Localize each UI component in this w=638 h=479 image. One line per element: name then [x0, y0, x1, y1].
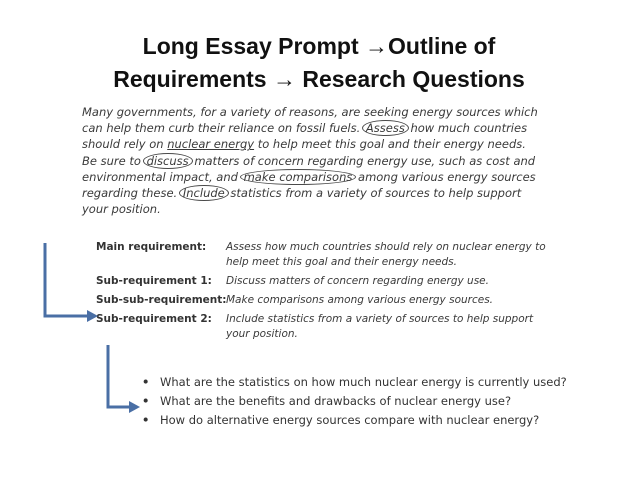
- prompt-text: statistics from a variety of sources to help support: [230, 186, 522, 201]
- circled-words-make-comparisons: make comparisons: [240, 169, 357, 185]
- bullet-icon: •: [142, 375, 150, 389]
- arrow-to-requirements: [45, 243, 88, 316]
- question-text: How do alternative energy sources compare with nuclear energy?: [160, 413, 540, 427]
- prompt-text: Be sure to: [82, 153, 141, 168]
- bullet-icon: •: [142, 394, 150, 408]
- prompt-text: can help them curb their reliance on fossil fuels.: [82, 121, 361, 136]
- prompt-text: among various energy sources: [358, 169, 536, 184]
- requirement-text: Include statistics from a variety of sources to help support your position.: [226, 313, 534, 340]
- question-text: What are the benefits and drawbacks of nuclear energy use?: [160, 394, 512, 408]
- requirement-label: Main requirement:: [96, 241, 207, 253]
- circled-word-include: Include: [179, 185, 229, 201]
- prompt-text: matters of concern regarding energy use, such as cost and: [194, 153, 536, 168]
- underlined-nuclear-energy: nuclear energy: [167, 137, 255, 152]
- requirement-label: Sub-sub-requirement:: [96, 294, 227, 306]
- requirement-label: Sub-requirement 1:: [96, 275, 212, 287]
- prompt-text: how much countries: [410, 121, 528, 136]
- prompt-text: regarding these.: [82, 186, 178, 201]
- arrow-head-icon: [87, 310, 98, 322]
- question-text: What are the statistics on how much nuclear energy is currently used?: [160, 375, 567, 389]
- requirement-label: Sub-requirement 2:: [96, 313, 212, 325]
- bullet-icon: •: [142, 413, 150, 427]
- requirement-text: Discuss matters of concern regarding energy use.: [226, 275, 489, 287]
- prompt-text: environmental impact, and: [82, 169, 238, 184]
- title-line-2: Requirements → Research Questions: [113, 66, 525, 92]
- prompt-line: Many governments, for a variety of reasons, are seeking energy sources which: [82, 105, 538, 119]
- title-line-1: Long Essay Prompt →Outline of: [142, 33, 496, 59]
- arrow-head-icon: [129, 401, 140, 413]
- arrow-to-questions: [108, 345, 130, 407]
- prompt-line: your position.: [82, 202, 161, 217]
- circled-word-discuss: discuss: [143, 153, 193, 169]
- requirement-text: Make comparisons among various energy sources.: [226, 294, 494, 306]
- prompt-text: should rely on: [82, 137, 164, 152]
- requirement-text: Assess how much countries should rely on nuclear energy to help meet this goal and their energy needs.: [226, 241, 546, 268]
- circled-word-assess: Assess: [362, 120, 409, 136]
- prompt-text: to help meet this goal and their energy needs.: [257, 137, 526, 152]
